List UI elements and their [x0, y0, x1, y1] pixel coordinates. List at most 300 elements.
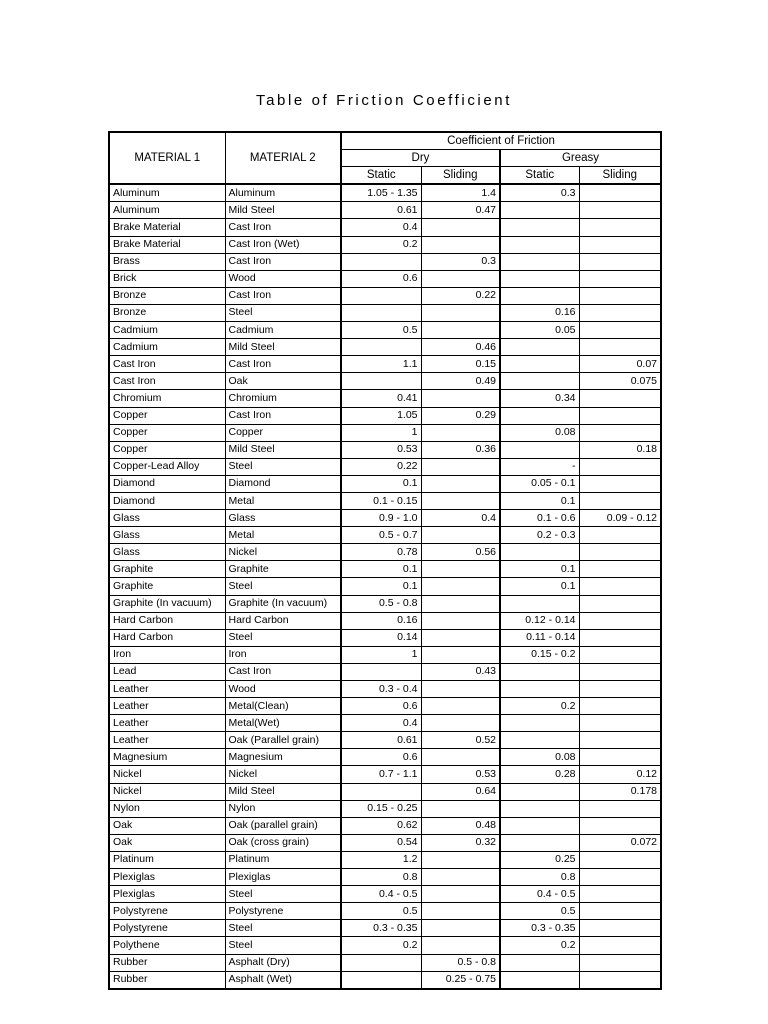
cell-greasy-sliding [579, 954, 661, 971]
cell-greasy-static [500, 800, 579, 817]
table-row [109, 253, 661, 270]
cell-dry-sliding [421, 424, 500, 441]
cell-material-2: Asphalt (Dry) [225, 954, 341, 971]
table-row [109, 715, 661, 732]
cell-greasy-sliding [579, 390, 661, 407]
cell-dry-sliding [421, 698, 500, 715]
cell-material-1: Copper [109, 441, 225, 458]
cell-dry-sliding [421, 492, 500, 509]
cell-greasy-sliding [579, 886, 661, 903]
cell-dry-static: 0.4 [341, 219, 421, 236]
cell-material-1: Bronze [109, 287, 225, 304]
cell-material-2: Cadmium [225, 322, 341, 339]
cell-greasy-static: 0.15 - 0.2 [500, 646, 579, 663]
cell-dry-sliding [421, 219, 500, 236]
cell-dry-static [341, 373, 421, 390]
cell-dry-static: 1 [341, 646, 421, 663]
cell-dry-static: 0.62 [341, 817, 421, 834]
cell-greasy-sliding [579, 937, 661, 954]
cell-dry-sliding: 0.36 [421, 441, 500, 458]
cell-greasy-static [500, 595, 579, 612]
cell-dry-sliding: 0.49 [421, 373, 500, 390]
cell-greasy-sliding [579, 492, 661, 509]
table-row [109, 698, 661, 715]
cell-greasy-sliding: 0.18 [579, 441, 661, 458]
cell-dry-sliding [421, 629, 500, 646]
cell-material-1: Rubber [109, 971, 225, 989]
cell-dry-sliding: 0.47 [421, 202, 500, 219]
cell-dry-sliding [421, 646, 500, 663]
cell-dry-static [341, 783, 421, 800]
cell-material-1: Cadmium [109, 339, 225, 356]
table-row [109, 441, 661, 458]
cell-dry-sliding: 0.25 - 0.75 [421, 971, 500, 989]
table-row [109, 510, 661, 527]
cell-dry-static: 0.6 [341, 749, 421, 766]
cell-material-1: Hard Carbon [109, 612, 225, 629]
cell-greasy-static [500, 954, 579, 971]
cell-dry-static: 0.61 [341, 202, 421, 219]
cell-material-2: Chromium [225, 390, 341, 407]
table-row [109, 937, 661, 954]
cell-greasy-static [500, 407, 579, 424]
cell-material-2: Glass [225, 510, 341, 527]
cell-dry-static [341, 663, 421, 680]
cell-material-2: Nickel [225, 766, 341, 783]
table-row [109, 783, 661, 800]
table-row [109, 458, 661, 475]
cell-dry-static: 0.15 - 0.25 [341, 800, 421, 817]
cell-greasy-sliding [579, 578, 661, 595]
cell-greasy-static [500, 971, 579, 989]
cell-material-2: Iron [225, 646, 341, 663]
cell-material-2: Mild Steel [225, 441, 341, 458]
cell-greasy-sliding [579, 458, 661, 475]
cell-greasy-sliding [579, 253, 661, 270]
table-row [109, 407, 661, 424]
table-row [109, 270, 661, 287]
cell-dry-static: 0.5 [341, 903, 421, 920]
cell-greasy-sliding [579, 971, 661, 989]
cell-dry-static: 0.41 [341, 390, 421, 407]
cell-greasy-static [500, 202, 579, 219]
cell-material-1: Platinum [109, 851, 225, 868]
cell-dry-static: 0.4 - 0.5 [341, 886, 421, 903]
cell-dry-sliding: 0.43 [421, 663, 500, 680]
cell-dry-static: 1.2 [341, 851, 421, 868]
cell-material-1: Brake Material [109, 236, 225, 253]
cell-dry-static: 1.05 [341, 407, 421, 424]
cell-material-1: Cast Iron [109, 373, 225, 390]
cell-greasy-sliding [579, 219, 661, 236]
cell-greasy-sliding: 0.07 [579, 356, 661, 373]
cell-material-2: Steel [225, 578, 341, 595]
table-row [109, 732, 661, 749]
cell-material-1: Brake Material [109, 219, 225, 236]
cell-greasy-sliding: 0.072 [579, 834, 661, 851]
cell-material-1: Graphite [109, 578, 225, 595]
cell-material-2: Nickel [225, 544, 341, 561]
cell-material-1: Leather [109, 698, 225, 715]
cell-greasy-sliding [579, 424, 661, 441]
cell-greasy-sliding [579, 527, 661, 544]
cell-material-1: Graphite (In vacuum) [109, 595, 225, 612]
cell-material-2: Polystyrene [225, 903, 341, 920]
cell-material-2: Cast Iron [225, 219, 341, 236]
cell-material-1: Lead [109, 663, 225, 680]
cell-greasy-static [500, 544, 579, 561]
cell-greasy-static [500, 663, 579, 680]
cell-dry-sliding [421, 920, 500, 937]
cell-dry-sliding [421, 390, 500, 407]
cell-greasy-sliding [579, 851, 661, 868]
cell-material-2: Hard Carbon [225, 612, 341, 629]
cell-greasy-static [500, 219, 579, 236]
cell-material-2: Plexiglas [225, 869, 341, 886]
table-row [109, 561, 661, 578]
cell-material-2: Diamond [225, 475, 341, 492]
cell-dry-sliding [421, 458, 500, 475]
cell-dry-static: 0.1 [341, 578, 421, 595]
cell-greasy-sliding [579, 903, 661, 920]
table-row [109, 903, 661, 920]
cell-material-1: Polystyrene [109, 920, 225, 937]
cell-dry-static: 0.9 - 1.0 [341, 510, 421, 527]
header-material-1: MATERIAL 1 [109, 132, 225, 184]
cell-dry-sliding [421, 681, 500, 698]
cell-greasy-sliding [579, 681, 661, 698]
cell-dry-static: 1.05 - 1.35 [341, 184, 421, 202]
cell-material-2: Cast Iron [225, 287, 341, 304]
cell-dry-static: 0.4 [341, 715, 421, 732]
cell-greasy-sliding [579, 698, 661, 715]
cell-material-2: Metal(Wet) [225, 715, 341, 732]
table-row [109, 646, 661, 663]
table-row [109, 356, 661, 373]
cell-greasy-static [500, 236, 579, 253]
cell-dry-sliding: 1.4 [421, 184, 500, 202]
cell-greasy-static: 0.1 - 0.6 [500, 510, 579, 527]
cell-dry-static: 0.22 [341, 458, 421, 475]
table-row [109, 869, 661, 886]
cell-dry-static: 0.5 - 0.7 [341, 527, 421, 544]
cell-material-1: Brass [109, 253, 225, 270]
cell-dry-sliding [421, 851, 500, 868]
cell-dry-sliding: 0.22 [421, 287, 500, 304]
cell-greasy-static: 0.16 [500, 304, 579, 321]
cell-greasy-static: 0.8 [500, 869, 579, 886]
cell-greasy-sliding [579, 646, 661, 663]
table-row [109, 527, 661, 544]
cell-dry-static: 0.1 [341, 475, 421, 492]
cell-material-2: Wood [225, 681, 341, 698]
cell-dry-sliding: 0.15 [421, 356, 500, 373]
cell-greasy-static: 0.2 [500, 937, 579, 954]
cell-dry-static: 0.78 [341, 544, 421, 561]
cell-greasy-sliding: 0.075 [579, 373, 661, 390]
table-row [109, 287, 661, 304]
cell-dry-sliding: 0.3 [421, 253, 500, 270]
cell-greasy-sliding [579, 749, 661, 766]
cell-material-1: Nickel [109, 766, 225, 783]
cell-dry-static: 0.1 [341, 561, 421, 578]
cell-material-2: Asphalt (Wet) [225, 971, 341, 989]
header-dry-sliding: Sliding [421, 167, 500, 185]
cell-material-1: Oak [109, 834, 225, 851]
cell-material-1: Aluminum [109, 184, 225, 202]
table-row [109, 390, 661, 407]
cell-material-2: Mild Steel [225, 202, 341, 219]
table-row [109, 834, 661, 851]
cell-dry-sliding: 0.53 [421, 766, 500, 783]
table-row [109, 954, 661, 971]
cell-greasy-static: 0.3 [500, 184, 579, 202]
cell-greasy-sliding [579, 663, 661, 680]
cell-greasy-sliding [579, 715, 661, 732]
table-row [109, 817, 661, 834]
cell-greasy-static: 0.3 - 0.35 [500, 920, 579, 937]
cell-material-2: Metal [225, 492, 341, 509]
cell-dry-static: 0.53 [341, 441, 421, 458]
cell-greasy-sliding [579, 629, 661, 646]
cell-greasy-sliding [579, 817, 661, 834]
cell-dry-sliding: 0.64 [421, 783, 500, 800]
cell-greasy-static [500, 715, 579, 732]
table-row [109, 184, 661, 202]
cell-material-1: Hard Carbon [109, 629, 225, 646]
table-header [109, 132, 661, 184]
cell-dry-sliding [421, 475, 500, 492]
cell-greasy-sliding [579, 322, 661, 339]
cell-material-1: Polystyrene [109, 903, 225, 920]
cell-dry-sliding: 0.5 - 0.8 [421, 954, 500, 971]
cell-material-1: Oak [109, 817, 225, 834]
cell-dry-static: 0.3 - 0.4 [341, 681, 421, 698]
cell-material-1: Nylon [109, 800, 225, 817]
cell-dry-static: 0.1 - 0.15 [341, 492, 421, 509]
cell-greasy-static [500, 783, 579, 800]
cell-material-2: Steel [225, 629, 341, 646]
cell-greasy-sliding [579, 184, 661, 202]
table-row [109, 304, 661, 321]
cell-dry-sliding: 0.46 [421, 339, 500, 356]
cell-material-1: Cast Iron [109, 356, 225, 373]
cell-dry-static: 0.16 [341, 612, 421, 629]
cell-material-2: Cast Iron (Wet) [225, 236, 341, 253]
table-row [109, 971, 661, 989]
table-row [109, 749, 661, 766]
cell-material-2: Steel [225, 937, 341, 954]
cell-dry-static: 0.5 [341, 322, 421, 339]
table-row [109, 612, 661, 629]
table-row [109, 475, 661, 492]
table-row [109, 424, 661, 441]
cell-dry-sliding [421, 800, 500, 817]
cell-dry-sliding [421, 304, 500, 321]
cell-dry-sliding [421, 270, 500, 287]
cell-dry-sliding [421, 869, 500, 886]
cell-greasy-static [500, 287, 579, 304]
cell-greasy-static [500, 681, 579, 698]
cell-material-1: Nickel [109, 783, 225, 800]
cell-dry-sliding: 0.4 [421, 510, 500, 527]
cell-dry-sliding [421, 886, 500, 903]
cell-material-1: Rubber [109, 954, 225, 971]
header-material-2: MATERIAL 2 [225, 132, 341, 184]
table-row [109, 322, 661, 339]
cell-greasy-static: 0.08 [500, 749, 579, 766]
cell-material-1: Copper [109, 407, 225, 424]
cell-greasy-sliding [579, 732, 661, 749]
cell-dry-static: 0.6 [341, 698, 421, 715]
cell-material-1: Diamond [109, 475, 225, 492]
cell-dry-static [341, 971, 421, 989]
cell-greasy-sliding [579, 595, 661, 612]
cell-greasy-sliding [579, 561, 661, 578]
cell-material-2: Oak [225, 373, 341, 390]
cell-dry-static: 0.14 [341, 629, 421, 646]
cell-material-1: Bronze [109, 304, 225, 321]
cell-dry-static: 0.7 - 1.1 [341, 766, 421, 783]
table-row [109, 236, 661, 253]
cell-dry-sliding [421, 903, 500, 920]
cell-dry-sliding: 0.48 [421, 817, 500, 834]
cell-material-1: Glass [109, 510, 225, 527]
cell-greasy-static: - [500, 458, 579, 475]
cell-dry-static [341, 954, 421, 971]
cell-greasy-static: 0.1 [500, 578, 579, 595]
cell-greasy-static: 0.25 [500, 851, 579, 868]
cell-material-2: Steel [225, 886, 341, 903]
cell-dry-static [341, 304, 421, 321]
cell-dry-static [341, 287, 421, 304]
table-row [109, 544, 661, 561]
cell-material-2: Wood [225, 270, 341, 287]
table-body [109, 184, 661, 988]
cell-dry-sliding [421, 561, 500, 578]
cell-greasy-static: 0.11 - 0.14 [500, 629, 579, 646]
cell-material-2: Magnesium [225, 749, 341, 766]
cell-dry-sliding: 0.29 [421, 407, 500, 424]
cell-greasy-sliding [579, 339, 661, 356]
cell-material-2: Oak (cross grain) [225, 834, 341, 851]
cell-greasy-sliding: 0.178 [579, 783, 661, 800]
cell-greasy-static [500, 339, 579, 356]
cell-material-2: Steel [225, 304, 341, 321]
cell-greasy-static: 0.1 [500, 492, 579, 509]
cell-dry-sliding [421, 322, 500, 339]
cell-dry-sliding [421, 595, 500, 612]
cell-material-1: Copper-Lead Alloy [109, 458, 225, 475]
table-row [109, 766, 661, 783]
cell-greasy-static: 0.2 - 0.3 [500, 527, 579, 544]
cell-greasy-static [500, 356, 579, 373]
cell-material-1: Glass [109, 544, 225, 561]
cell-greasy-sliding: 0.12 [579, 766, 661, 783]
cell-greasy-static: 0.05 - 0.1 [500, 475, 579, 492]
cell-greasy-sliding [579, 869, 661, 886]
friction-table [108, 131, 662, 990]
header-greasy-sliding: Sliding [579, 167, 661, 185]
cell-dry-static: 0.2 [341, 937, 421, 954]
cell-greasy-sliding [579, 236, 661, 253]
cell-dry-sliding [421, 236, 500, 253]
cell-greasy-static [500, 732, 579, 749]
cell-material-1: Leather [109, 681, 225, 698]
cell-greasy-sliding: 0.09 - 0.12 [579, 510, 661, 527]
cell-greasy-sliding [579, 920, 661, 937]
cell-material-2: Metal [225, 527, 341, 544]
cell-material-2: Cast Iron [225, 356, 341, 373]
table-row [109, 663, 661, 680]
table-row [109, 800, 661, 817]
cell-material-1: Plexiglas [109, 886, 225, 903]
cell-material-1: Cadmium [109, 322, 225, 339]
cell-greasy-static: 0.2 [500, 698, 579, 715]
cell-material-2: Oak (Parallel grain) [225, 732, 341, 749]
cell-greasy-static [500, 817, 579, 834]
cell-greasy-static: 0.1 [500, 561, 579, 578]
cell-dry-sliding: 0.32 [421, 834, 500, 851]
page-title: Table of Friction Coefficient [255, 92, 513, 109]
cell-dry-static: 0.5 - 0.8 [341, 595, 421, 612]
cell-material-1: Copper [109, 424, 225, 441]
cell-dry-static: 0.61 [341, 732, 421, 749]
cell-greasy-sliding [579, 475, 661, 492]
cell-dry-sliding [421, 612, 500, 629]
cell-material-1: Leather [109, 732, 225, 749]
table-row [109, 202, 661, 219]
cell-material-2: Mild Steel [225, 783, 341, 800]
cell-material-2: Nylon [225, 800, 341, 817]
cell-dry-static: 0.6 [341, 270, 421, 287]
cell-greasy-static: 0.28 [500, 766, 579, 783]
cell-greasy-sliding [579, 304, 661, 321]
cell-dry-sliding: 0.56 [421, 544, 500, 561]
cell-material-2: Cast Iron [225, 407, 341, 424]
header-coefficient: Coefficient of Friction [341, 132, 661, 150]
cell-material-1: Polythene [109, 937, 225, 954]
cell-material-2: Oak (parallel grain) [225, 817, 341, 834]
cell-greasy-sliding [579, 544, 661, 561]
cell-greasy-static: 0.5 [500, 903, 579, 920]
cell-material-2: Platinum [225, 851, 341, 868]
cell-material-1: Magnesium [109, 749, 225, 766]
cell-material-2: Metal(Clean) [225, 698, 341, 715]
table-row [109, 851, 661, 868]
cell-greasy-sliding [579, 202, 661, 219]
cell-material-1: Chromium [109, 390, 225, 407]
cell-material-1: Glass [109, 527, 225, 544]
cell-greasy-static [500, 834, 579, 851]
cell-material-2: Aluminum [225, 184, 341, 202]
cell-dry-sliding [421, 749, 500, 766]
cell-greasy-static [500, 441, 579, 458]
cell-greasy-static: 0.05 [500, 322, 579, 339]
table-row [109, 492, 661, 509]
header-dry: Dry [341, 150, 500, 167]
cell-dry-sliding [421, 715, 500, 732]
cell-greasy-static: 0.08 [500, 424, 579, 441]
cell-greasy-sliding [579, 270, 661, 287]
cell-greasy-sliding [579, 407, 661, 424]
cell-material-1: Plexiglas [109, 869, 225, 886]
cell-greasy-static [500, 253, 579, 270]
cell-dry-static: 1 [341, 424, 421, 441]
cell-material-2: Graphite [225, 561, 341, 578]
cell-greasy-static: 0.4 - 0.5 [500, 886, 579, 903]
table-row [109, 629, 661, 646]
